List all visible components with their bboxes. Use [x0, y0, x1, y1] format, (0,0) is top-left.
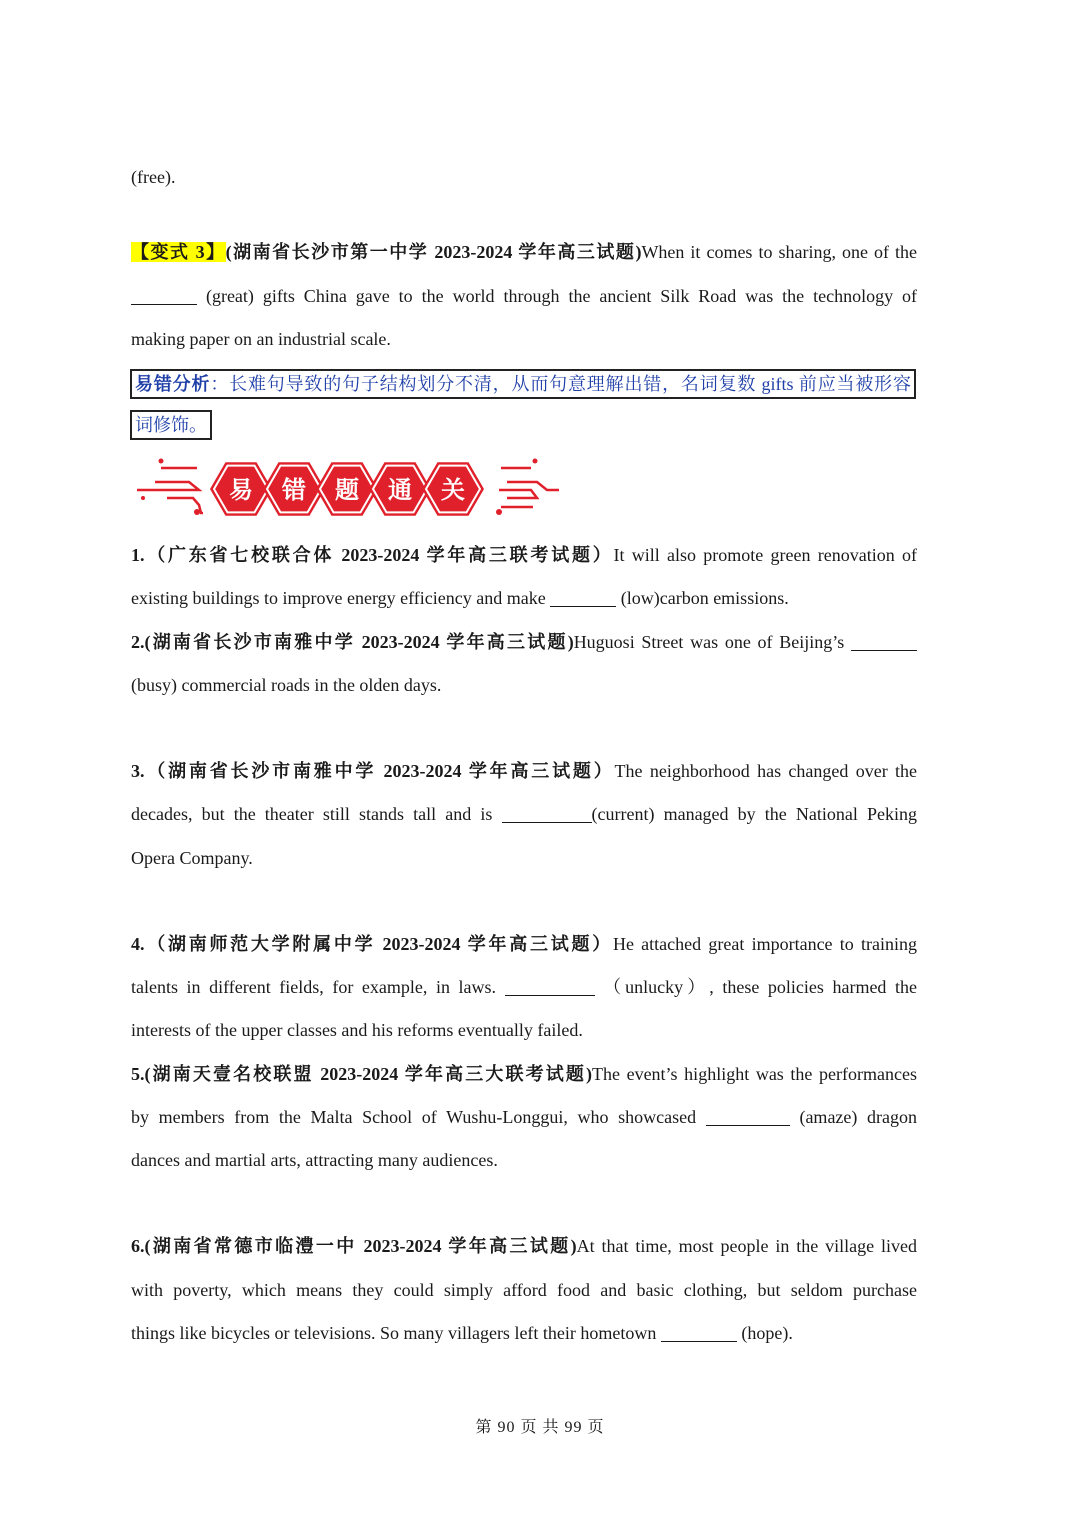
answer-blank[interactable] [706, 1107, 790, 1126]
variant-tag: 【变式 3】 [131, 242, 226, 262]
fragment-text: (free). [131, 167, 176, 187]
question-4-text-2b: （unlucky）, these policies harmed the [603, 977, 917, 997]
banner-char-4: 通 [388, 476, 412, 504]
variant-line-1 [131, 240, 917, 264]
error-analysis-text-1: ：长难句导致的句子结构划分不清，从而句意理解出错，名词复数 gifts 前应当被形容 [210, 374, 912, 394]
banner-char-3: 题 [335, 476, 359, 504]
answer-blank[interactable] [502, 804, 592, 823]
banner-hex-1 [210, 462, 272, 516]
answer-blank[interactable] [131, 286, 197, 305]
question-3-line-3: Opera Company. [131, 848, 253, 868]
banner-char-5: 关 [441, 476, 465, 504]
banner-hex-3 [316, 462, 378, 516]
question-1-text-2b: (low)carbon emissions. [620, 588, 789, 608]
question-6-line-2: with poverty, which means they could simply afford food and basic clothing, but seldom purchase [131, 1280, 917, 1300]
variant-source: (湖南省长沙市第一中学 2023-2024 学年高三试题) [225, 242, 642, 262]
question-6-line-3 [131, 1321, 917, 1345]
variant-text-1: When it comes to sharing, one of the [641, 242, 917, 262]
variant-text-2: (great) gifts China gave to the world through the ancient Silk Road was the technology of [205, 286, 918, 306]
question-6-number: 6. [131, 1236, 145, 1256]
question-3-text-2a: decades, but the theater still stands tall and is [131, 804, 493, 824]
question-3-text-2b: (current) managed by the National Peking [591, 804, 917, 824]
question-2-line-1 [131, 630, 917, 654]
question-1-line-1 [131, 543, 917, 567]
question-2-source: (湖南省长沙市南雅中学 2023-2024 学年高三试题) [144, 632, 574, 652]
question-2-number: 2. [131, 632, 145, 652]
error-analysis-text-2: 词修饰。 [135, 415, 207, 435]
answer-blank[interactable] [851, 632, 917, 651]
question-3-line-2 [131, 802, 917, 826]
variant-line-2 [131, 284, 917, 308]
banner-right-ornament-icon [496, 459, 559, 516]
question-4-text-2a: talents in different fields, for example, in laws. [131, 977, 496, 997]
question-5-text-2a: by members from the Malta School of Wushu-Longgui, who showcased [131, 1107, 697, 1127]
question-3-number: 3. [131, 761, 145, 781]
answer-blank[interactable] [550, 588, 616, 607]
banner-hex-5 [422, 462, 484, 516]
question-2-text-1: Huguosi Street was one of Beijing’s [573, 632, 845, 652]
question-4-source: （湖南师范大学附属中学 2023-2024 学年高三试题） [144, 934, 613, 954]
question-4-line-2 [131, 975, 917, 999]
question-5-text-2b: (amaze) dragon [799, 1107, 918, 1127]
error-analysis-box [130, 369, 916, 399]
question-4-text-1: He attached great importance to training [612, 934, 918, 954]
question-1-text-1: It will also promote green renovation of [613, 545, 917, 565]
banner-hex-2 [263, 462, 325, 516]
question-4-number: 4. [131, 934, 145, 954]
section-banner [133, 455, 563, 523]
question-1-source: （广东省七校联合体 2023-2024 学年高三联考试题） [144, 545, 614, 565]
question-6-text-3b: (hope). [741, 1323, 793, 1343]
banner-hex-4 [369, 462, 431, 516]
question-1-text-2a: existing buildings to improve energy efficiency and make [131, 588, 546, 608]
banner-left-ornament-icon [137, 459, 203, 516]
question-5-line-1 [131, 1062, 917, 1086]
page-footer: 第 90 页 共 99 页 [475, 1419, 605, 1436]
question-5-line-3: dances and martial arts, attracting many audiences. [131, 1150, 498, 1170]
question-1-number: 1. [131, 545, 145, 565]
question-2-line-2: (busy) commercial roads in the olden days. [131, 675, 442, 695]
question-3-text-1: The neighborhood has changed over the [614, 761, 917, 781]
question-3-source: （湖南省长沙市南雅中学 2023-2024 学年高三试题） [144, 761, 615, 781]
question-3-line-1 [131, 759, 917, 783]
banner-char-1: 易 [229, 476, 253, 504]
banner-char-2: 错 [282, 476, 306, 504]
question-5-text-1: The event’s highlight was the performances [591, 1064, 917, 1084]
question-4-line-3: interests of the upper classes and his reforms eventually failed. [131, 1020, 583, 1040]
question-6-text-3a: things like bicycles or televisions. So many villagers left their hometown [131, 1323, 657, 1343]
answer-blank[interactable] [505, 977, 595, 996]
question-5-source: (湖南天壹名校联盟 2023-2024 学年高三大联考试题) [144, 1064, 592, 1084]
question-4-line-1 [131, 932, 917, 956]
answer-blank[interactable] [661, 1323, 737, 1342]
question-1-line-2 [131, 586, 917, 610]
question-5-line-2 [131, 1105, 917, 1129]
question-5-number: 5. [131, 1064, 145, 1084]
error-analysis-box-2 [130, 410, 212, 440]
question-6-line-1 [131, 1234, 917, 1258]
error-analysis-label: 易错分析 [135, 374, 211, 394]
question-6-source: (湖南省常德市临澧一中 2023-2024 学年高三试题) [144, 1236, 577, 1256]
variant-line-3: making paper on an industrial scale. [131, 329, 391, 349]
question-6-text-1: At that time, most people in the village lived [576, 1236, 917, 1256]
